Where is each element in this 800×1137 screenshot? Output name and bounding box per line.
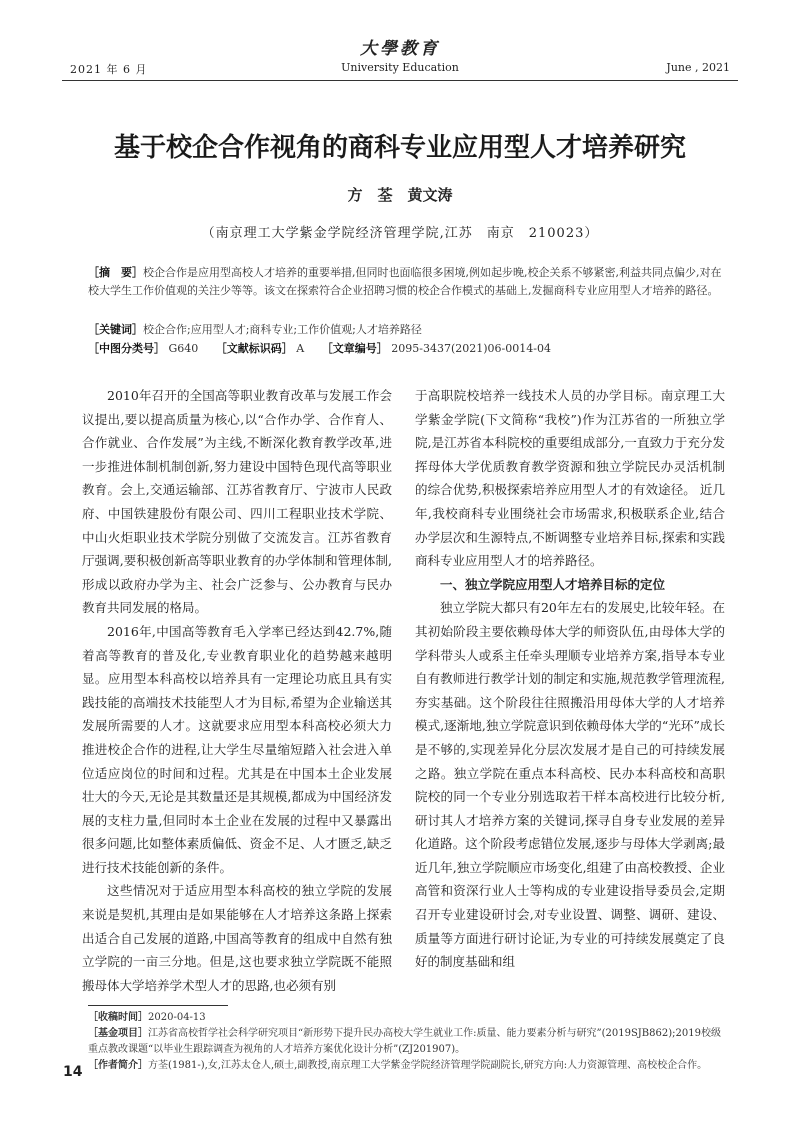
- journal-logo-cn: 大學教育: [360, 39, 440, 59]
- author-bio-label: ［作者简介］: [88, 1060, 148, 1071]
- received-label: ［收稿时间］: [88, 1012, 148, 1023]
- keywords-label: ［关键词］: [88, 323, 143, 336]
- clc-label: ［中图分类号］: [88, 342, 165, 355]
- article-authors: 方 荃 黄文涛: [347, 186, 453, 204]
- body-paragraph: 独立学院大都只有20年左右的发展史,比较年轻。在其初始阶段主要依赖母体大学的师资队伍,由母体大学的学科带头人或系主任牵头理顺专业培养方案,指导本专业自有教师进行教学计划的制定和实施,规范教学管理流程,夯实基础。这个阶段往往照搬沿用母体大学的人才培养模式,逐渐地,独立学院意识到依赖母体大学的“光环”成长是不够的,实现差异化分层次发展才是自己的可持续发展之路。独立学院在重点本科高校、民办本科高校和高职院校的同一个专业分别选取若干样本高校进行比较分析,研讨其人才培养方案的关键词,探寻自身专业发展的差异化道路。这个阶段考虑错位发展,逐步与母体大学剥离;最近几年,独立学院顺应市场变化,组建了由高校教授、企业高管和资深行业人士等构成的专业建设指导委员会,定期召开专业建设研讨会,对专业设置、调整、调研、建设、质量等方面进行研讨论证,为专业的可持续发展奠定了良好的制度基础和组: [415, 600, 725, 970]
- abstract-text: 校企合作是应用型高校人才培养的重要举措,但同时也面临很多困境,例如起步晚,校企关系不够紧密,利益共同点偏少,对在校大学生工作价值观的关注少等等。该文在探索符合企业招聘习惯的校企合作模式的基础上,发掘商科专业应用型人才培养的路径。: [88, 266, 722, 297]
- body-paragraph: 于高职院校培养一线技术人员的办学目标。南京理工大学紫金学院(下文简称“我校”)作为江苏省的一所独立学院,是江苏省本科院校的重要组成部分,一直致力于充分发挥母体大学优质教育教学资源和独立学院民办灵活机制的综合优势,积极探索培养应用型人才的有效途径。 近几年,我校商科专业围绕社会市场需求,积极联系企业,结合办学层次和生源特点,不断调整专业培养目标,探索和实践商科专业应用型人才的培养路径。: [415, 388, 725, 569]
- author-bio-text: 方荃(1981-),女,江苏太仓人,硕士,副教授,南京理工大学紫金学院经济管理学院副院长,研究方向:人力资源管理、高校校企合作。: [148, 1060, 708, 1071]
- issue-date-en: June , 2021: [666, 61, 730, 74]
- body-paragraph: 2016年,中国高等教育毛入学率已经达到42.7%,随着高等教育的普及化,专业教育职业化的趋势越来越明显。应用型本科高校以培养具有一定理论功底且具有实践技能的高端技术技能型人才为目标,希望为企业输送其发展所需要的人才。这就要求应用型本科高校必须大力推进校企合作的进程,让大学生尽量缩短踏入社会进入单位适应岗位的时间和过程。尤其是在中国本土企业发展壮大的今天,无论是其数量还是其规模,都成为中国经济发展的支柱力量,但同时本土企业在发展的过程中又暴露出很多问题,比如整体素质偏低、资金不足、人才匮乏,缺乏进行技术技能创新的条件。: [82, 623, 392, 875]
- keywords-text: 校企合作;应用型人才;商科专业;工作价值观;人才培养路径: [143, 323, 422, 336]
- body-paragraph: 2010年召开的全国高等职业教育改革与发展工作会议提出,要以提高质量为核心,以“合作办学、合作育人、合作就业、合作发展”为主线,不断深化教育教学改革,进一步推进体制机制创新,努力建设中国特色现代高等职业教育。会上,交通运输部、江苏省教育厅、宁波市人民政府、中国铁建股份有限公司、四川工程职业技术学院、中山火炬职业技术学院分别做了交流发言。江苏省教育厅强调,要积极创新高等职业教育的办学体制和管理体制,形成以政府办学为主、社会广泛参与、公办教育与民办教育共同发展的格局。: [82, 388, 392, 616]
- footnote-fund: [88, 1026, 728, 1058]
- header-rule: [62, 80, 738, 81]
- received-date: 2020-04-13: [148, 1012, 206, 1023]
- doc-code-label: ［文献标识码］: [215, 342, 293, 355]
- issue-date-cn: 2021 年 6 月: [70, 63, 148, 76]
- body-column-left: [82, 384, 392, 997]
- article-title: 基于校企合作视角的商科专业应用型人才培养研究: [113, 133, 686, 163]
- fund-text: 江苏省高校哲学社会科学研究项目“新形势下提升民办高校大学生就业工作:质量、能力要素分析与研究”(2019SJB862);2019校级重点教改课题“以毕业生跟踪调查为视角的人才培养方案优化设计分析”(ZJ201907)。: [88, 1028, 721, 1055]
- footnote-received: [88, 1010, 728, 1026]
- journal-name-en: University Education: [341, 61, 459, 74]
- footnote-rule: [88, 1005, 228, 1006]
- page-number: 14: [63, 1064, 83, 1080]
- article-number-value: 2095-3437(2021)06-0014-04: [391, 342, 551, 355]
- article-number-label: ［文章编号］: [321, 342, 388, 355]
- footnotes: [88, 1010, 728, 1074]
- classification-block: [88, 340, 724, 358]
- section-heading: 一、独立学院应用型人才培养目标的定位: [440, 576, 666, 592]
- footnote-author: [88, 1058, 728, 1074]
- author-affiliation: （南京理工大学紫金学院经济管理学院,江苏 南京 210023）: [201, 226, 599, 241]
- fund-label: ［基金项目］: [88, 1028, 148, 1039]
- body-column-right: [415, 384, 725, 974]
- clc-value: G640: [168, 342, 199, 355]
- doc-code-value: A: [296, 342, 305, 355]
- abstract-label: ［摘 要］: [88, 266, 143, 279]
- abstract-block: [88, 264, 724, 300]
- keywords-block: [88, 321, 724, 339]
- body-paragraph: 这些情况对于适应用型本科高校的独立学院的发展来说是契机,其理由是如果能够在人才培养这条路上探索出适合自己发展的道路,中国高等教育的组成中自然有独立学院的一亩三分地。但是,这也要求独立学院既不能照搬母体大学培养学术型人才的思路,也必须有别: [82, 883, 392, 993]
